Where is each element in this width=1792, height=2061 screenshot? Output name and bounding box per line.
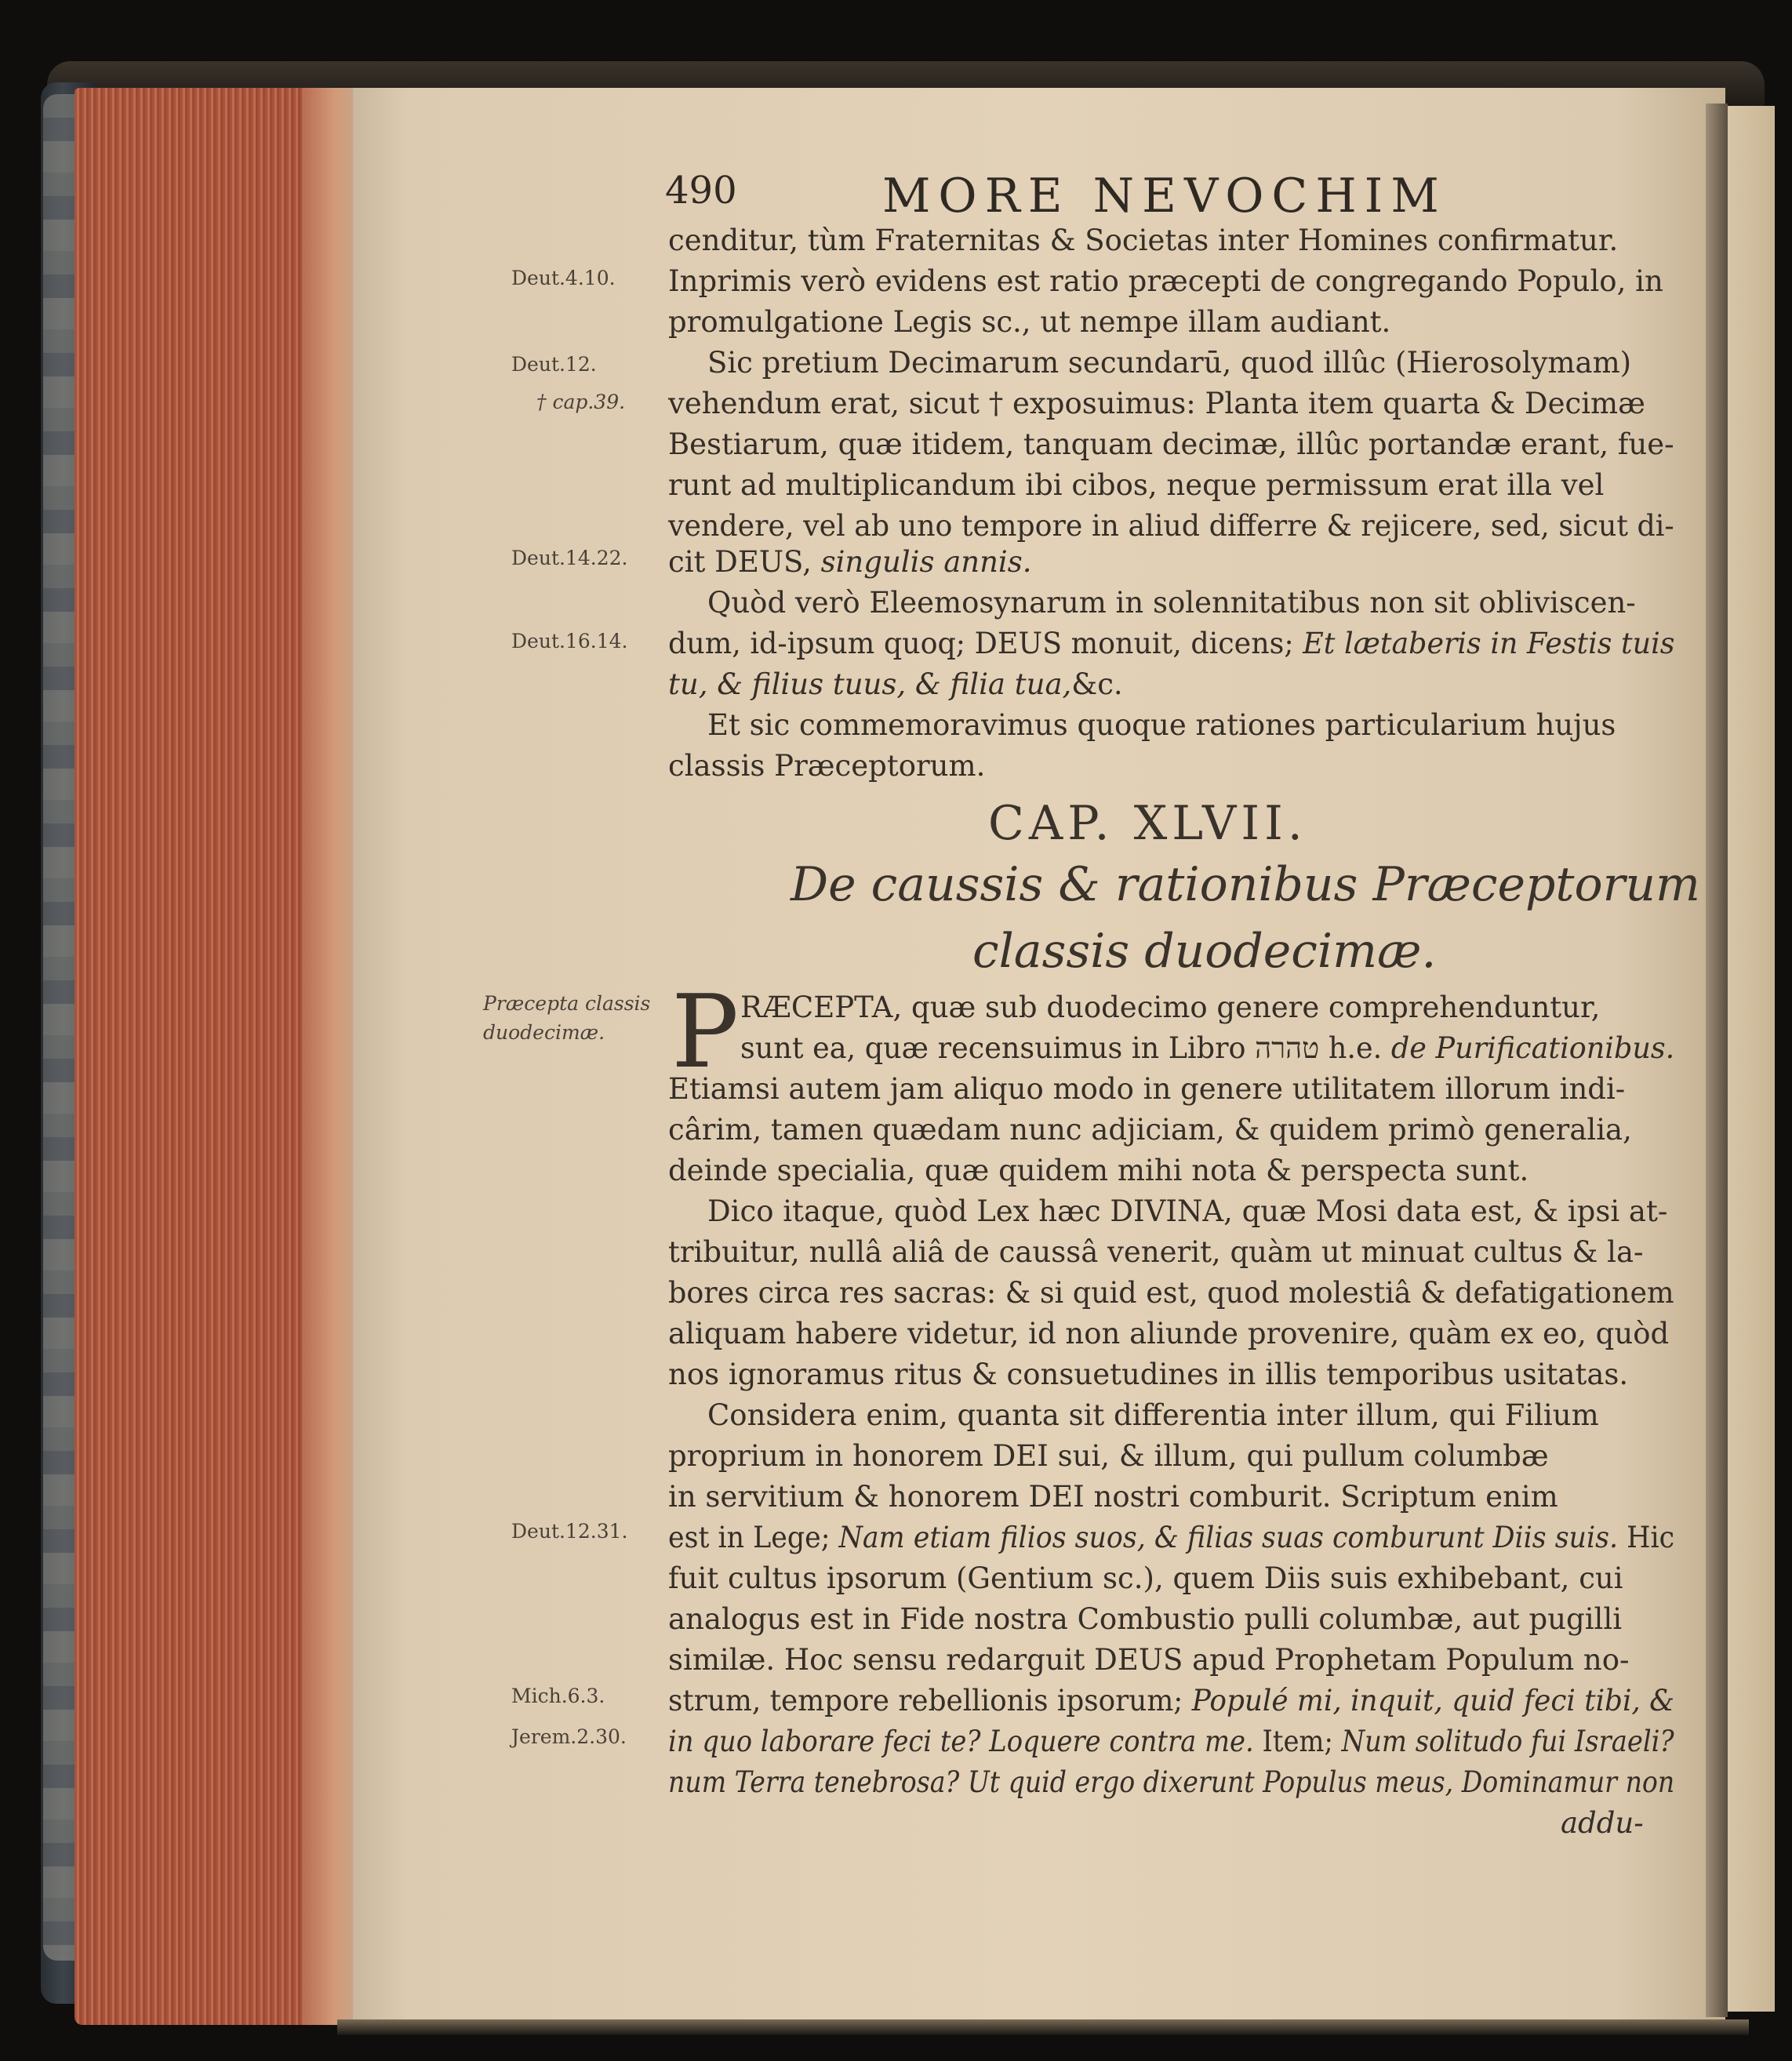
text-line (668, 627, 1674, 669)
text-line: Dico itaque, quòd Lex hæc DIVINA, quæ Mosi data est, & ipsi at- (707, 1194, 1668, 1228)
text-line: in servitium & honorem DEI nostri comburit. Scriptum enim (668, 1480, 1558, 1514)
text-line: proprium in honorem DEI sui, & illum, qui pullum columbæ (668, 1439, 1549, 1473)
text-run-italic: in quo laborare feci te? Loquere contra me. (668, 1725, 1254, 1758)
margin-note: Deut.12. (511, 353, 597, 376)
text-line (668, 1684, 1674, 1726)
book-gutter (1706, 104, 1728, 2017)
margin-note: Deut.16.14. (511, 630, 628, 652)
chapter-subtitle: De caussis & rationibus Præceptorum (791, 857, 1700, 912)
text-line: analogus est in Fide nostra Combustio pulli columbæ, aut pugilli (668, 1602, 1623, 1636)
margin-note: Deut.4.10. (511, 267, 616, 289)
catchword: addu- (1561, 1806, 1644, 1840)
text-line (668, 1725, 1674, 1767)
text-run-italic: Populé mi, inquit, quid feci tibi, & (1191, 1684, 1675, 1718)
text-run: strum, tempore rebellionis ipsorum; (668, 1684, 1183, 1718)
text-line: cârim, tamen quædam nunc adjiciam, & quidem primò generalia, (668, 1113, 1632, 1147)
text-line: aliquam habere videtur, id non aliunde provenire, quàm ex eo, quòd (668, 1317, 1670, 1350)
text-line: Inprimis verò evidens est ratio præcepti de congregando Populo, in (668, 264, 1663, 298)
text-line (668, 545, 1032, 587)
text-line: cenditur, tùm Fraternitas & Societas inter Homines confirmatur. (668, 224, 1619, 257)
drop-cap: P (671, 974, 740, 1091)
margin-note: Præcepta classis (483, 992, 651, 1015)
page-number: 490 (665, 169, 737, 213)
text-line (740, 1031, 1674, 1074)
text-line: Considera enim, quanta sit differentia inter illum, qui Filium (707, 1398, 1599, 1432)
book-bottom-shadow (337, 2019, 1749, 2035)
text-line: deinde specialia, quæ quidem mihi nota & perspecta sunt. (668, 1154, 1529, 1187)
text-line: vehendum erat, sicut † exposuimus: Planta item quarta & Decimæ (668, 387, 1645, 420)
running-title: MORE NEVOCHIM (882, 169, 1447, 224)
margin-note: Jerem.2.30. (511, 1725, 627, 1748)
chapter-subtitle: classis duodecimæ. (972, 924, 1437, 979)
text-run-italic: tu, & filius tuus, & filia tua, (668, 667, 1072, 701)
page-block-red-edge (75, 88, 341, 2025)
text-run: dum, id-ipsum quoq; DEUS monuit, dicens; (668, 627, 1294, 660)
text-line: vendere, vel ab uno tempore in aliud differre & rejicere, sed, sicut di- (668, 509, 1674, 543)
right-page-sliver (1728, 106, 1775, 2012)
text-run-italic: de Purificationibus. (1390, 1031, 1675, 1065)
text-line: classis Præceptorum. (668, 749, 986, 783)
text-line: Sic pretium Decimarum secundarū, quod illûc (Hierosolymam) (707, 346, 1632, 380)
margin-note: Mich.6.3. (511, 1685, 605, 1707)
text-line: bores circa res sacras: & si quid est, quod molestiâ & defatigationem (668, 1276, 1674, 1310)
text-line: fuit cultus ipsorum (Gentium sc.), quem Diis suis exhibebant, cui (668, 1561, 1623, 1595)
margin-note: Deut.14.22. (511, 547, 628, 569)
text-line (668, 1521, 1674, 1563)
text-line: RÆCEPTA, quæ sub duodecimo genere comprehenduntur, (740, 991, 1601, 1024)
text-line: Bestiarum, quæ itidem, tanquam decimæ, illûc portandæ erant, fue- (668, 427, 1674, 461)
text-run: &c. (1071, 667, 1123, 701)
text-line: Etiamsi autem jam aliquo modo in genere utilitatem illorum indi- (668, 1072, 1626, 1106)
page-block-inner-edge (302, 88, 357, 2025)
text-run: Hic (1627, 1521, 1675, 1554)
text-run: cit DEUS, (668, 545, 812, 579)
text-run-italic: singulis annis. (820, 545, 1032, 579)
chapter-heading: CAP. XLVII. (988, 796, 1307, 851)
text-run-italic: Nam etiam filios suos, & filias suas comburunt Diis suis. (838, 1521, 1619, 1554)
text-run-italic: Num solitudo fui Israeli? (1341, 1725, 1674, 1758)
text-run: est in Lege; (668, 1521, 831, 1554)
text-line: tribuitur, nullâ aliâ de caussâ venerit, quàm ut minuat cultus & la- (668, 1235, 1644, 1269)
text-line: runt ad multiplicandum ibi cibos, neque permissum erat illa vel (668, 468, 1605, 502)
text-line: Quòd verò Eleemosynarum in solennitatibus non sit obliviscen- (707, 586, 1636, 620)
margin-note: † cap.39. (536, 391, 626, 413)
text-line: nos ignoramus ritus & consuetudines in illis temporibus usitatas. (668, 1358, 1629, 1391)
text-run-italic: Et lætaberis in Festis tuis (1303, 627, 1675, 660)
margin-note: duodecimæ. (483, 1021, 605, 1044)
text-run: Item; (1262, 1725, 1333, 1758)
cover-worn-edge (43, 94, 75, 1961)
text-line: similæ. Hoc sensu redarguit DEUS apud Prophetam Populum no- (668, 1643, 1630, 1677)
text-line: Et sic commemoravimus quoque rationes particularium hujus (707, 708, 1616, 742)
text-run: sunt ea, quæ recensuimus in Libro טהרה h.e. (740, 1031, 1383, 1065)
margin-note: Deut.12.31. (511, 1520, 628, 1543)
text-line: num Terra tenebrosa? Ut quid ergo dixerunt Populus meus, Dominamur non (668, 1765, 1675, 1799)
text-line (668, 667, 1123, 710)
text-line: promulgatione Legis sc., ut nempe illam audiant. (668, 305, 1391, 339)
